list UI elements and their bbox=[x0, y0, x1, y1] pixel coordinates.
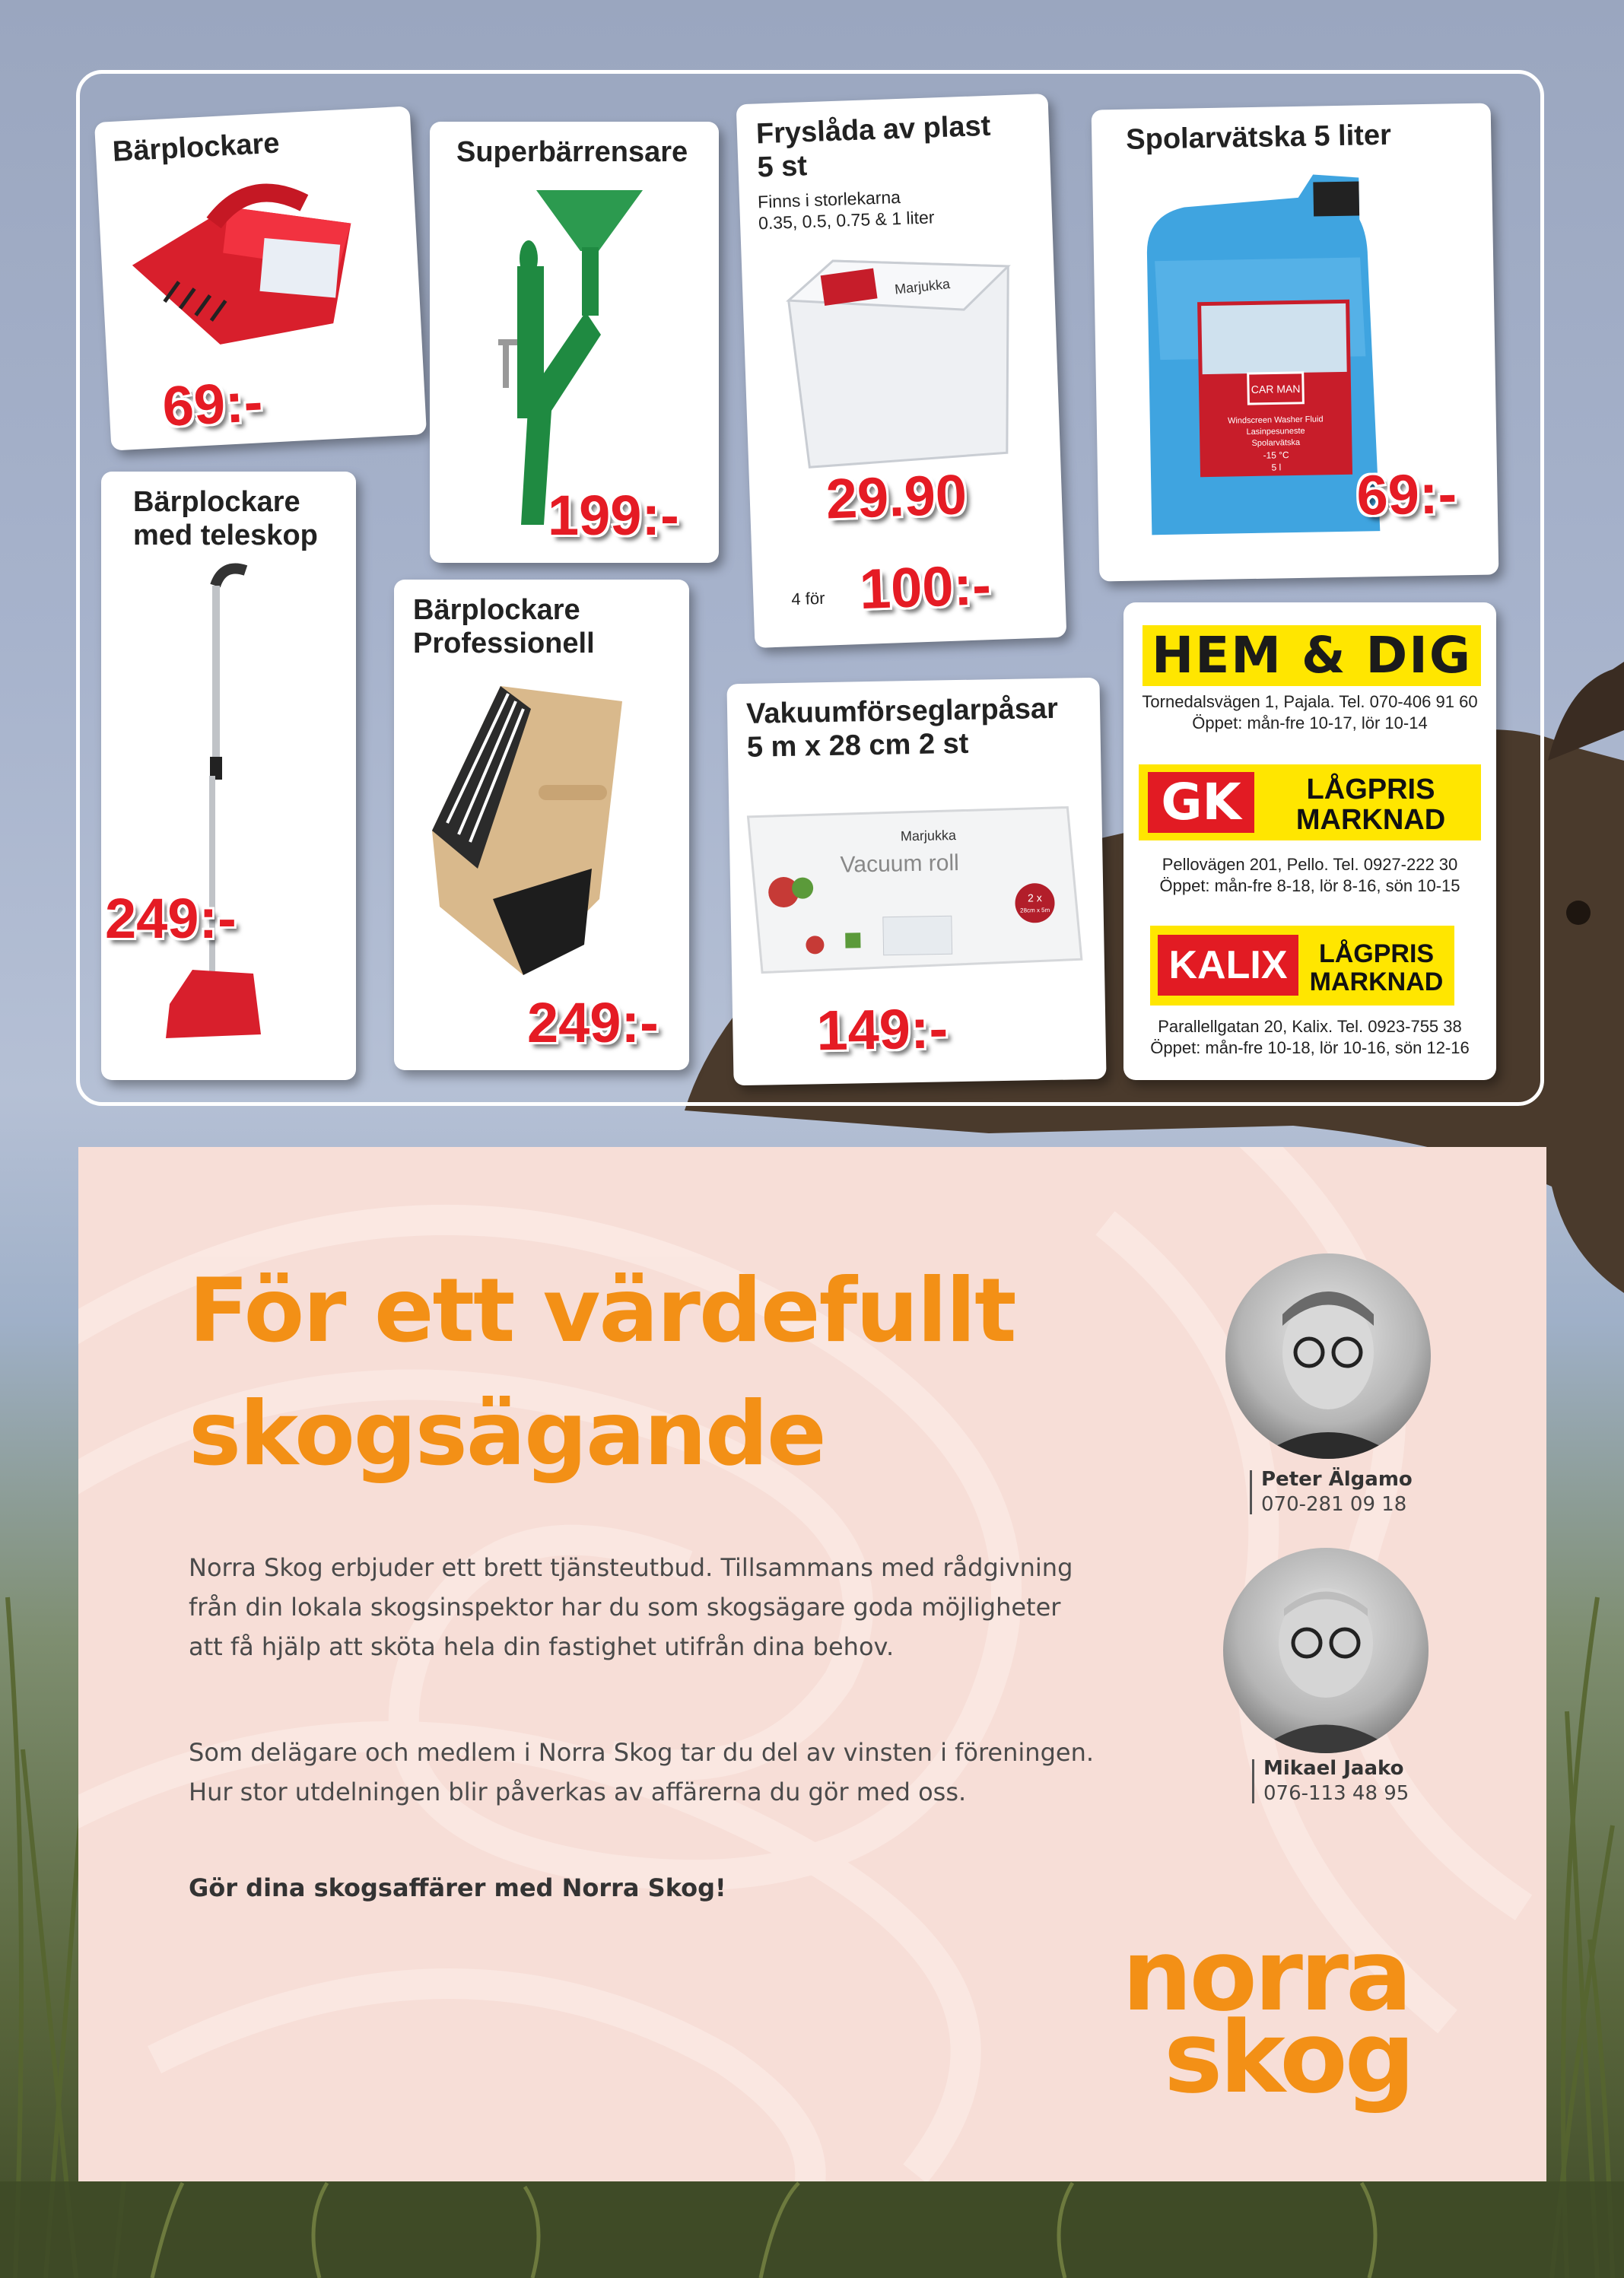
store-address: Pellovägen 201, Pello. Tel. 0927-222 30 bbox=[1162, 855, 1458, 874]
logo-line2: skog bbox=[1164, 2000, 1413, 2115]
store-address: Tornedalsvägen 1, Pajala. Tel. 070-406 91 60 bbox=[1142, 692, 1478, 711]
carman-label: CAR MAN bbox=[1251, 382, 1301, 396]
gk-name-line1: LÅGPRIS bbox=[1306, 774, 1435, 805]
gk-logo bbox=[1139, 764, 1481, 840]
store-address: Parallellgatan 20, Kalix. Tel. 0923-755 38 bbox=[1158, 1017, 1462, 1036]
product-price: 149:- bbox=[815, 996, 949, 1063]
product-title: Spolarvätska 5 liter bbox=[1125, 119, 1392, 156]
stores-card bbox=[1123, 602, 1496, 1080]
product-subtitle-line1: Finns i storlekarna bbox=[757, 186, 901, 212]
product-title-line2: med teleskop bbox=[133, 519, 318, 551]
product-title-line1: Fryslåda av plast bbox=[755, 110, 991, 151]
product-card-fryslada[interactable] bbox=[736, 94, 1067, 648]
product-title: Superbärrensare bbox=[456, 136, 688, 168]
norra-headline bbox=[189, 1250, 1015, 1496]
product-card-vakuum[interactable] bbox=[726, 678, 1106, 1085]
gk-name-line2: MARKNAD bbox=[1295, 804, 1446, 836]
marjukka-label: Marjukka bbox=[900, 828, 957, 844]
portrait-image bbox=[1225, 1253, 1431, 1459]
washer-label-1: Windscreen Washer Fluid bbox=[1227, 415, 1324, 426]
product-title: Bärplockare bbox=[111, 127, 281, 168]
logo-line1: norra bbox=[1122, 1917, 1409, 2033]
hem-dig-name: HEM & DIG bbox=[1151, 626, 1473, 685]
product-price: 249:- bbox=[527, 991, 659, 1054]
washer-label-3: Spolarvätska bbox=[1251, 437, 1301, 449]
store-hours: Öppet: mån-fre 10-18, lör 10-16, sön 12-16 bbox=[1150, 1038, 1470, 1057]
product-price: 29.90 bbox=[825, 462, 968, 531]
store-hours: Öppet: mån-fre 8-18, lör 8-16, sön 10-15 bbox=[1159, 876, 1460, 895]
contact-phone: 070-281 09 18 bbox=[1261, 1493, 1407, 1516]
product-card-professionell[interactable] bbox=[394, 580, 689, 1070]
headline-line1: För ett värdefullt bbox=[189, 1260, 1015, 1362]
washer-label-4: -15 °C bbox=[1263, 450, 1289, 461]
product-price: 249:- bbox=[105, 887, 237, 950]
portrait-image bbox=[1223, 1548, 1429, 1753]
multi-price: 100:- bbox=[858, 553, 993, 621]
product-card-barplockare[interactable] bbox=[94, 106, 427, 450]
norra-paragraph-1: Norra Skog erbjuder ett brett tjänsteutbud. Tillsammans med rådgivning från din lokala skogsinspektor har du som skogsägare goda möjligheter att få hjälp att sköta hela din fastighet utifrån dina behov. bbox=[189, 1553, 1073, 1661]
product-card-teleskop[interactable] bbox=[101, 472, 356, 1080]
kalix-logo-text: KALIX bbox=[1168, 943, 1288, 987]
hem-dig-logo bbox=[1143, 625, 1481, 686]
product-price: 199:- bbox=[548, 484, 679, 547]
product-title-line1: Bärplockare bbox=[133, 486, 300, 518]
avatar-peter bbox=[1225, 1253, 1431, 1459]
contact-phone: 076-113 48 95 bbox=[1263, 1782, 1409, 1805]
contact-divider bbox=[1252, 1759, 1254, 1803]
marjukka-label: Marjukka bbox=[894, 276, 951, 297]
norra-cta: Gör dina skogsaffärer med Norra Skog! bbox=[189, 1873, 726, 1902]
product-price: 69:- bbox=[160, 370, 265, 438]
norra-skog-panel bbox=[78, 1147, 1546, 2181]
washer-label-2: Lasinpesuneste bbox=[1246, 426, 1305, 437]
product-title-line2: Professionell bbox=[413, 627, 595, 659]
product-subtitle-line2: 0.35, 0.5, 0.75 & 1 liter bbox=[758, 207, 935, 234]
contact-name: Mikael Jaako bbox=[1263, 1757, 1404, 1780]
vacuum-label: Vacuum roll bbox=[840, 850, 960, 878]
kalix-name-line1: LÅGPRIS bbox=[1318, 939, 1435, 968]
norra-skog-logo bbox=[1122, 1917, 1413, 2115]
headline-line2: skogsägande bbox=[189, 1383, 825, 1485]
washer-label-5: 5 l bbox=[1271, 462, 1282, 473]
product-card-superbarrensare[interactable] bbox=[430, 122, 719, 563]
gk-logo-text: GK bbox=[1161, 773, 1241, 831]
avatar-mikael bbox=[1223, 1548, 1429, 1753]
product-title-line2: 5 m x 28 cm 2 st bbox=[746, 727, 969, 764]
vac-size-label: 28cm x 5m bbox=[1020, 906, 1050, 914]
product-card-spolarvatska[interactable] bbox=[1092, 103, 1499, 581]
vac-qty-label: 2 x bbox=[1027, 891, 1042, 904]
norra-paragraph-2: Som delägare och medlem i Norra Skog tar du del av vinsten i föreningen. Hur stor utdelningen blir påverkas av affärerna du gör med oss. bbox=[189, 1738, 1095, 1806]
telescope-picker-image bbox=[101, 472, 356, 1080]
contact-name: Peter Älgamo bbox=[1261, 1468, 1413, 1491]
multi-prefix: 4 för bbox=[790, 588, 825, 609]
contact-divider bbox=[1250, 1470, 1252, 1514]
kalix-logo bbox=[1150, 926, 1454, 1006]
store-hours: Öppet: mån-fre 10-17, lör 10-14 bbox=[1192, 713, 1428, 732]
product-title-line2: 5 st bbox=[756, 150, 808, 184]
product-title-line1: Bärplockare bbox=[413, 594, 580, 626]
product-title-line1: Vakuumförseglarpåsar bbox=[745, 692, 1059, 730]
product-price: 69:- bbox=[1355, 462, 1457, 527]
kalix-name-line2: MARKNAD bbox=[1309, 967, 1444, 996]
